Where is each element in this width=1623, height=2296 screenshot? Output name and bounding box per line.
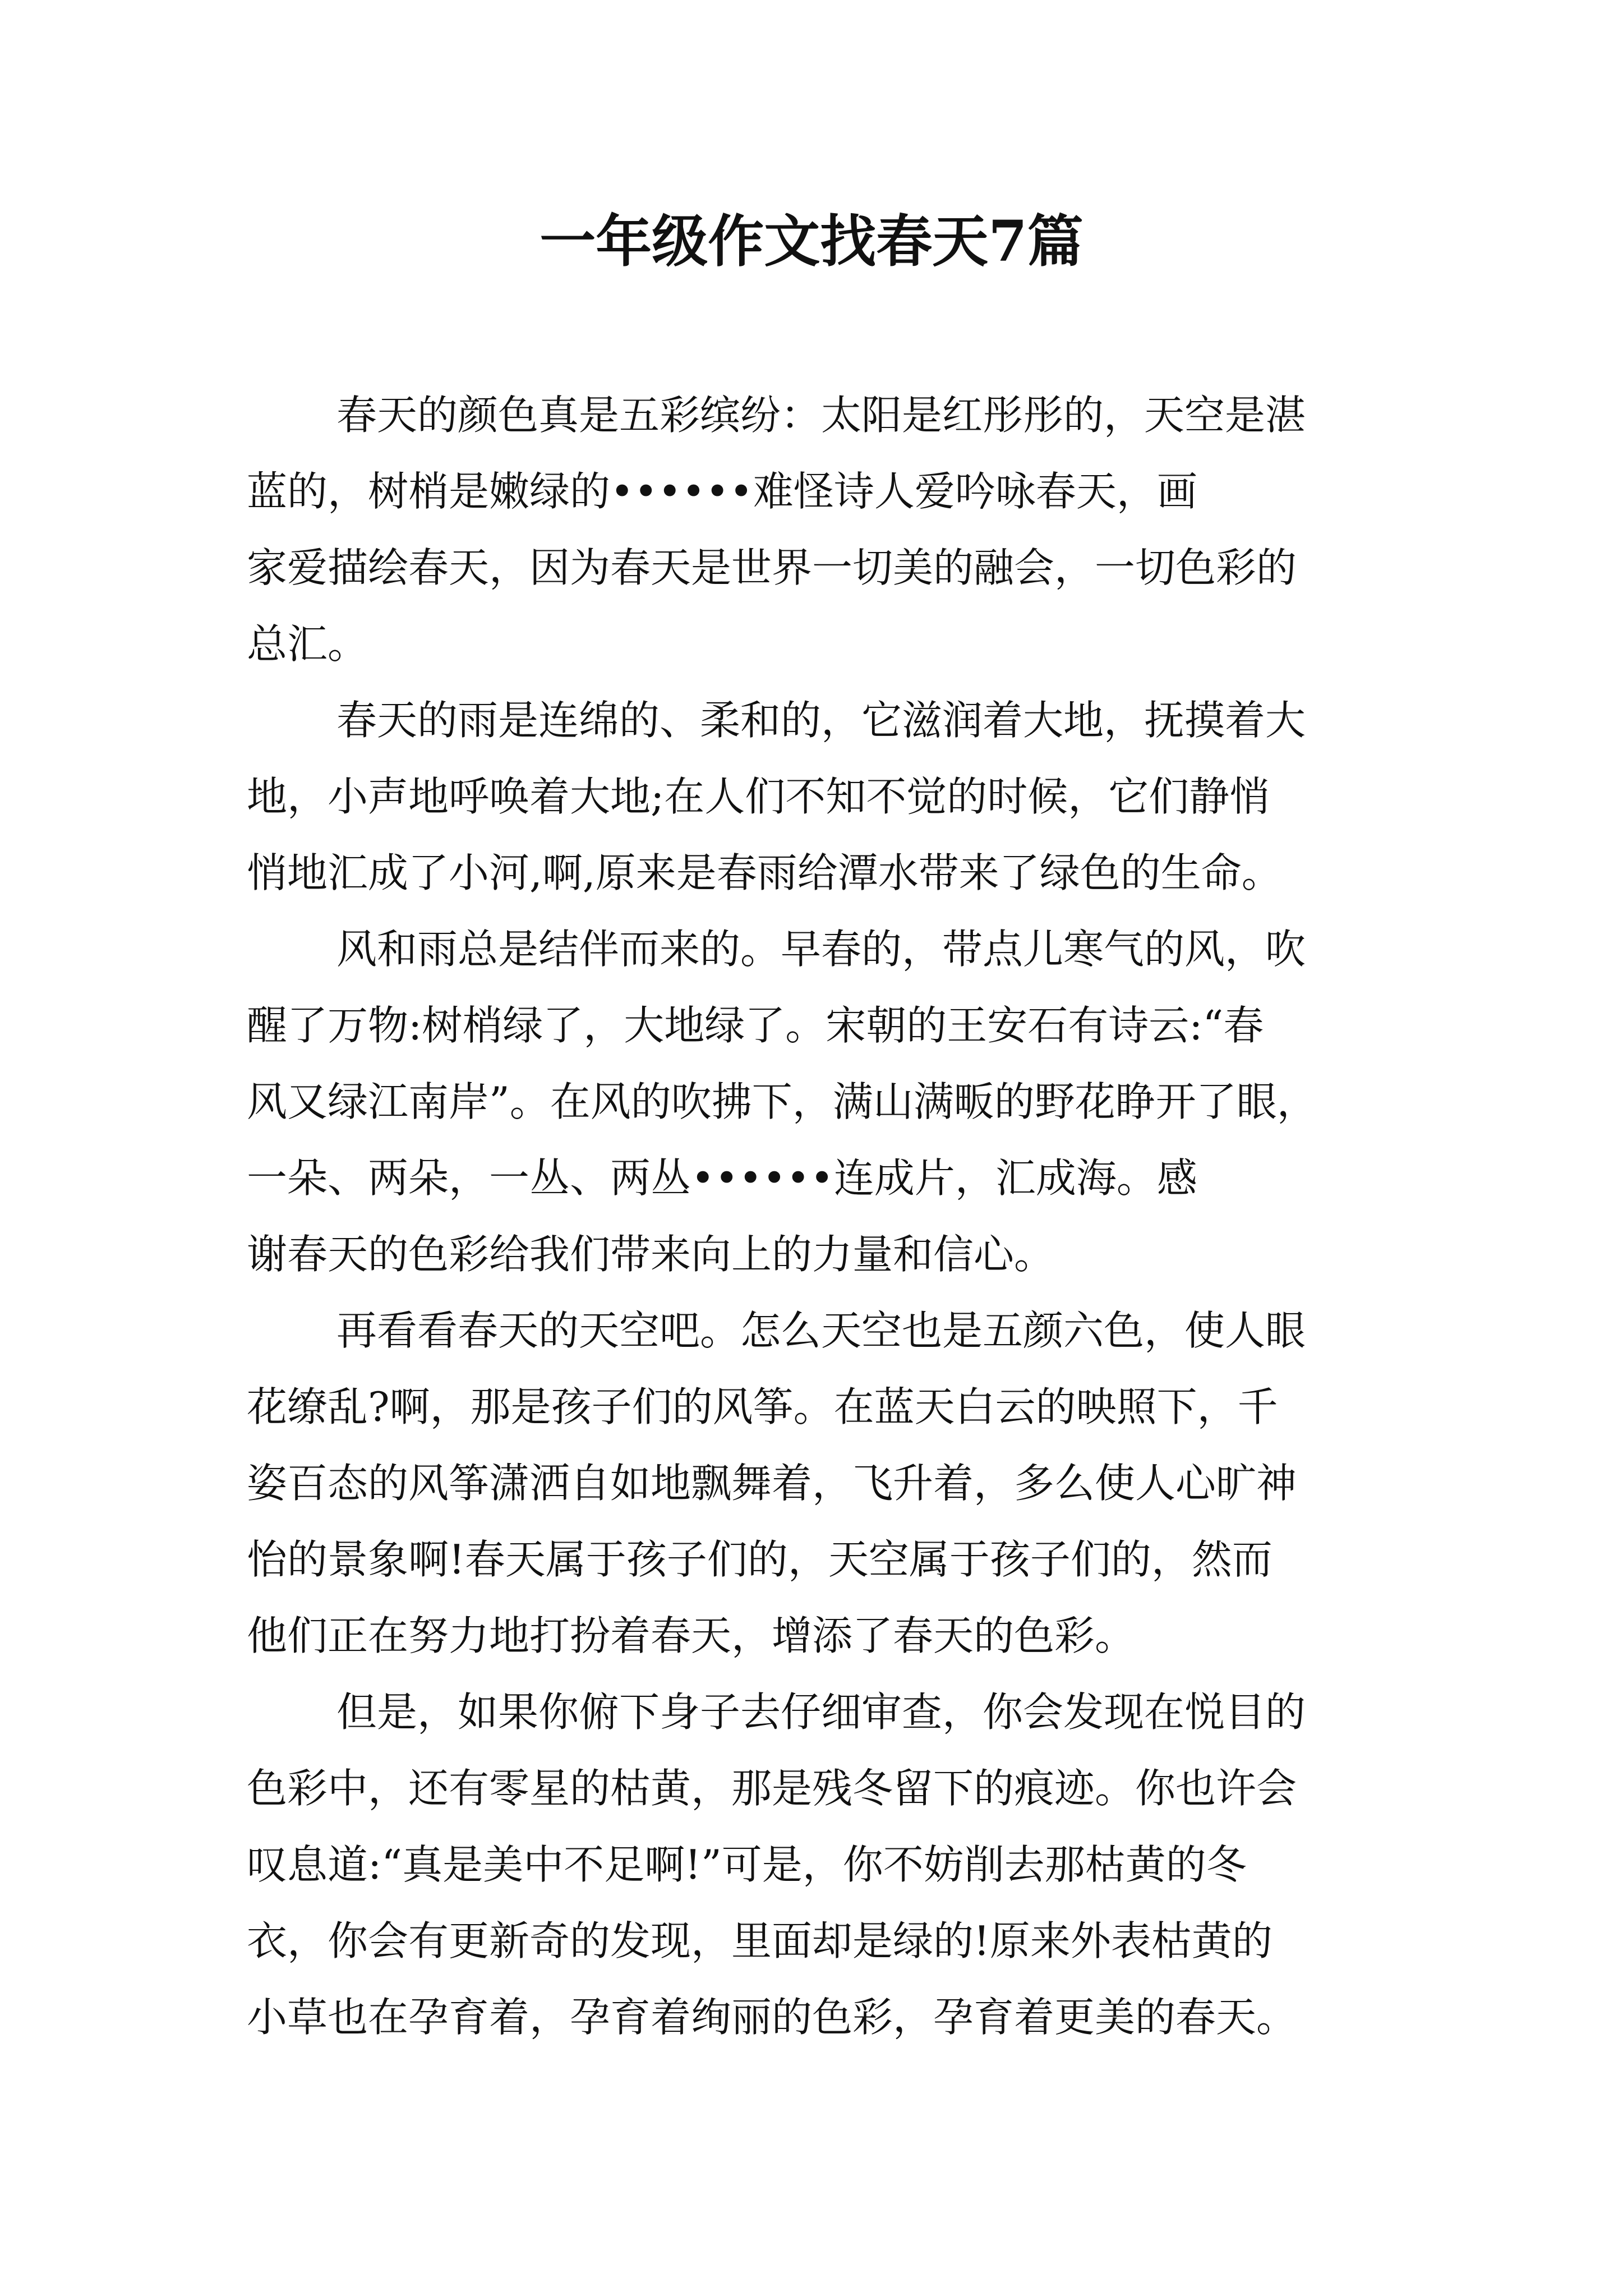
paragraph-line: 他们正在努力地打扮着春天，增添了春天的色彩。 — [247, 1612, 1136, 1659]
paragraph-line: 叹息道:“真是美中不足啊!”可是，你不妨削去那枯黄的冬 — [247, 1841, 1247, 1888]
paragraph-line: 但是，如果你俯下身子去仔细审查，你会发现在悦目的 — [336, 1688, 1306, 1736]
paragraph-line: 姿百态的风筝潇洒自如地飘舞着，飞升着，多么使人心旷神 — [247, 1460, 1297, 1507]
paragraph-line: 一朵、两朵，一丛、两丛••••••连成片，汇成海。感 — [247, 1154, 1197, 1202]
paragraph-line: 风又绿江南岸”。在风的吹拂下，满山满畈的野花睁开了眼， — [247, 1078, 1317, 1125]
paragraph-line: 春天的雨是连绵的、柔和的，它滋润着大地，抚摸着大 — [336, 697, 1306, 744]
paragraph-line: 小草也在孕育着，孕育着绚丽的色彩，孕育着更美的春天。 — [247, 1994, 1297, 2041]
paragraph-line: 总汇。 — [247, 620, 368, 668]
document-body — [247, 377, 1391, 2055]
paragraph-line: 再看看春天的天空吧。怎么天空也是五颜六色，使人眼 — [336, 1307, 1306, 1354]
paragraph-1 — [247, 377, 1391, 682]
paragraph-line: 花缭乱?啊，那是孩子们的风筝。在蓝天白云的映照下，千 — [247, 1383, 1278, 1430]
document-title: 一年级作文找春天7篇 — [540, 208, 1083, 274]
paragraph-line: 风和雨总是结伴而来的。早春的，带点儿寒气的风，吹 — [336, 926, 1306, 973]
paragraph-line: 地，小声地呼唤着大地;在人们不知不觉的时候，它们静悄 — [247, 773, 1270, 820]
paragraph-line: 家爱描绘春天，因为春天是世界一切美的融会，一切色彩的 — [247, 544, 1297, 591]
paragraph-line: 色彩中，还有零星的枯黄，那是残冬留下的痕迹。你也许会 — [247, 1765, 1297, 1812]
paragraph-3 — [247, 911, 1391, 1292]
paragraph-line: 醒了万物:树梢绿了，大地绿了。宋朝的王安石有诗云:“春 — [247, 1002, 1264, 1049]
paragraph-4 — [247, 1292, 1391, 1674]
paragraph-line: 蓝的，树梢是嫩绿的••••••难怪诗人爱吟咏春天，画 — [247, 468, 1197, 515]
paragraph-5 — [247, 1674, 1391, 2055]
paragraph-2 — [247, 682, 1391, 911]
paragraph-line: 悄地汇成了小河,啊,原来是春雨给潭水带来了绿色的生命。 — [247, 849, 1282, 896]
paragraph-line: 怡的景象啊!春天属于孩子们的，天空属于孩子们的，然而 — [247, 1536, 1272, 1583]
paragraph-line: 谢春天的色彩给我们带来向上的力量和信心。 — [247, 1231, 1055, 1278]
paragraph-line: 春天的颜色真是五彩缤纷：太阳是红彤彤的，天空是湛 — [336, 392, 1306, 439]
paragraph-line: 衣，你会有更新奇的发现，里面却是绿的!原来外表枯黄的 — [247, 1917, 1272, 1964]
